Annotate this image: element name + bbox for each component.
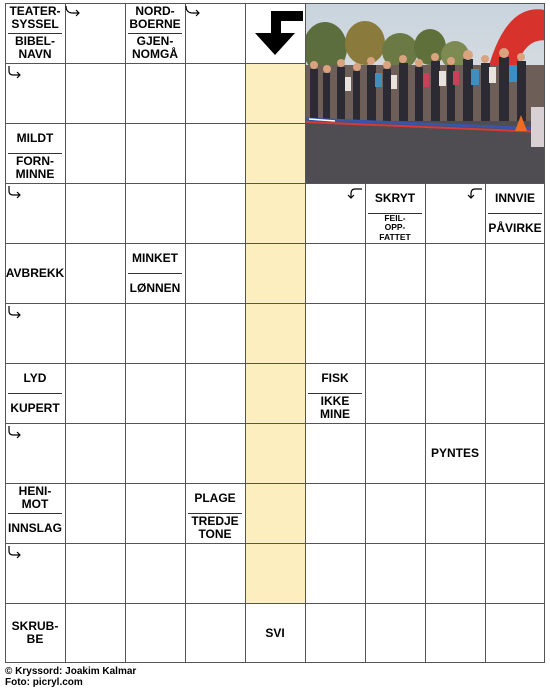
clue-plage: PLAGE	[194, 490, 236, 505]
photo-credit: Foto: picryl.com	[5, 677, 83, 688]
solution-arrow-icon	[251, 9, 305, 57]
arrow-right-down-icon	[185, 5, 201, 19]
clue-kupert: KUPERT	[10, 400, 60, 415]
arrow-down-right-icon	[7, 305, 23, 319]
arrow-down-right-icon	[7, 425, 23, 439]
clue-pyntes: PYNTES	[430, 445, 479, 460]
clue-minket: MINKET	[132, 250, 178, 265]
arrow-down-right-icon	[7, 65, 23, 79]
clue-bibelnavn: BIBEL- NAVN	[15, 34, 55, 61]
grid-lines	[5, 3, 545, 663]
clue-fornminne: FORN- MINNE	[15, 154, 55, 181]
arrow-left-down-icon	[467, 186, 483, 200]
clue-henimot: HENI- MOT	[18, 484, 52, 511]
arrow-left-down-icon	[347, 186, 363, 200]
clue-svi: SVI	[265, 625, 285, 640]
clue-skryt: SKRYT	[374, 190, 416, 205]
arrow-down-right-icon	[7, 545, 23, 559]
clue-feiloppfattet: FEIL- OPP- FATTET	[379, 212, 411, 242]
clue-skrubbe: SKRUB- BE	[11, 619, 59, 646]
clue-pavirke: PÅVIRKE	[488, 220, 542, 235]
clue-gjennomga: GJEN- NOMGÅ	[132, 34, 178, 61]
clue-tredjetone: TREDJE TONE	[191, 514, 239, 541]
clue-nordboerne: NORD- BOERNE	[129, 4, 181, 31]
clue-fisk: FISK	[321, 370, 349, 385]
clue-mildt: MILDT	[16, 130, 54, 145]
footer	[5, 666, 136, 688]
clue-teatersyssel: TEATER- SYSSEL	[9, 4, 61, 31]
clue-innvie: INNVIE	[494, 190, 535, 205]
crossword-credit: © Kryssord: Joakim Kalmar	[5, 666, 137, 677]
clue-lonnen: LØNNEN	[129, 280, 181, 295]
arrow-right-down-icon	[65, 5, 81, 19]
crossword-grid	[5, 3, 545, 663]
clue-lyd: LYD	[23, 370, 47, 385]
arrow-down-right-icon	[7, 185, 23, 199]
clue-avbrekk: AVBREKK	[5, 265, 65, 280]
clue-innslag: INNSLAG	[8, 520, 62, 535]
clue-ikkemine: IKKE MINE	[320, 394, 350, 421]
